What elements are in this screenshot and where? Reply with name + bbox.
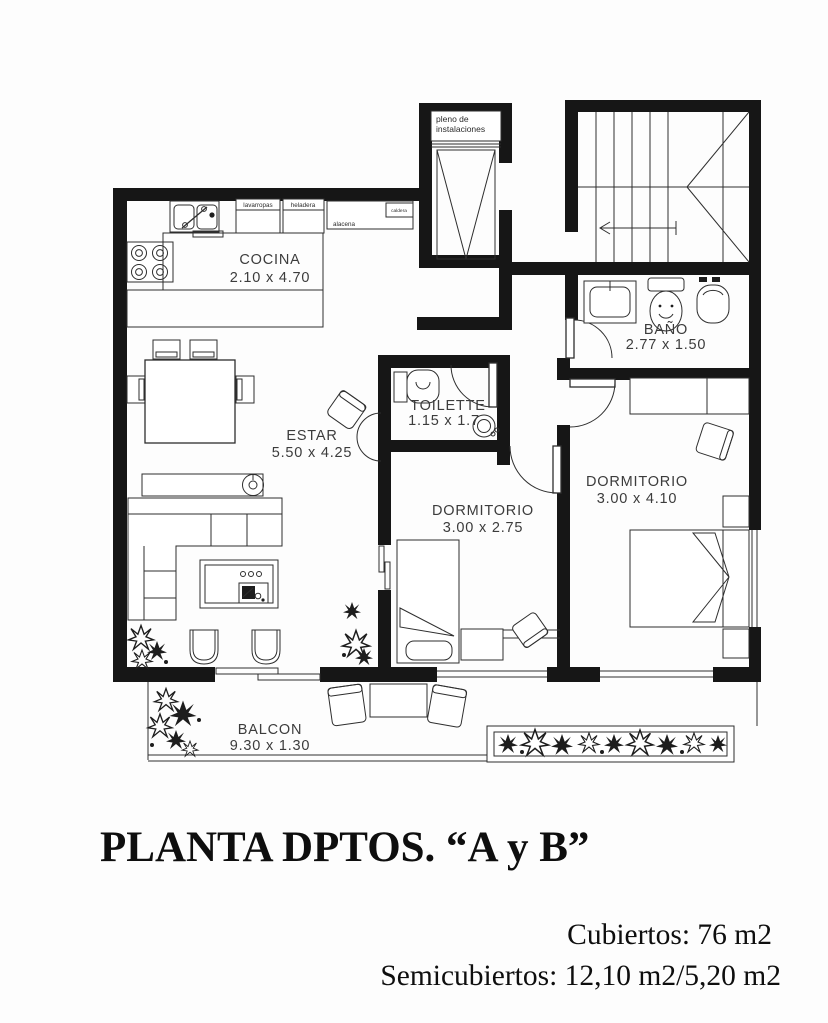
room-label-dormitorio-small: DORMITORIO [432, 503, 534, 519]
balcony-chair-icon [328, 684, 367, 726]
dining-table-icon [127, 340, 254, 443]
pleno-label-line1: pleno de [436, 114, 469, 124]
bedroom-main [630, 378, 749, 658]
living-room [127, 340, 381, 669]
kitchen-sink-icon [170, 201, 223, 237]
wardrobe-icon [630, 378, 749, 414]
balcony-table-icon [370, 684, 427, 717]
sliding-door-estar [215, 667, 320, 682]
plan-title: PLANTA DPTOS. “A y B” [100, 824, 590, 871]
console-shelf-icon [142, 474, 264, 496]
room-dims-estar: 5.50 x 4.25 [271, 445, 353, 461]
heladera-label: heladera [290, 202, 316, 209]
semicovered-area-text: Semicubiertos: 12,10 m2/5,20 m2 [380, 960, 781, 992]
chair-icon [252, 630, 280, 664]
double-bed-icon [630, 530, 749, 627]
kitchen-island [127, 290, 323, 327]
door-bedroom-main [570, 379, 615, 427]
window-right-wall [749, 530, 761, 627]
room-dims-toilette: 1.15 x 1.7 [408, 413, 480, 429]
elevator-shaft [431, 111, 501, 259]
sliding-door-bedroom-small [378, 545, 391, 590]
stair-direction-arrow [600, 221, 676, 235]
stove-icon [127, 242, 173, 282]
room-dims-bano: 2.77 x 1.50 [625, 337, 707, 353]
nightstand-icon [723, 496, 749, 527]
boiler-icon [386, 203, 413, 217]
room-label-bano: BAÑO [643, 322, 689, 338]
lavarropas-label: lavarropas [243, 202, 273, 209]
room-label-cocina: COCINA [239, 252, 301, 268]
room-dims-dormitorio-big: 3.00 x 4.10 [596, 491, 678, 507]
coffee-table-icon [200, 560, 278, 608]
nightstand-icon [723, 629, 749, 658]
window-bedroom-small [437, 667, 547, 682]
plant-icon [342, 602, 373, 665]
bedroom-chair-icon [695, 422, 734, 461]
door-bedroom-small [510, 446, 561, 493]
balcony-chair-icon [427, 684, 467, 727]
washing-machine-icon [236, 199, 280, 233]
planter-box-icon [487, 726, 734, 762]
covered-area-text: Cubiertos: 76 m2 [567, 919, 772, 951]
room-dims-balcon: 9.30 x 1.30 [229, 738, 311, 754]
vanity-icon [584, 281, 636, 323]
bedroom-small [397, 540, 560, 663]
desk-chair-icon [511, 611, 549, 648]
pleno-label-line2: instalaciones [436, 124, 486, 134]
room-label-dormitorio-big: DORMITORIO [586, 474, 688, 490]
plant-icon [129, 626, 169, 670]
alacena-label: alacena [333, 221, 356, 228]
door-bathroom [566, 318, 612, 358]
side-table-icon [357, 413, 381, 461]
room-dims-dormitorio-small: 3.00 x 2.75 [442, 520, 524, 536]
balcony-plant-icon [148, 689, 201, 757]
staircase [578, 112, 749, 262]
chair-icon [190, 630, 218, 664]
bidet-icon [697, 277, 729, 323]
desk-icon [461, 629, 503, 660]
caldera-label: caldera [391, 209, 407, 214]
caption [100, 824, 781, 992]
fridge-icon [283, 199, 324, 233]
bedside-rug-icon [406, 641, 452, 660]
room-dims-cocina: 2.10 x 4.70 [229, 270, 311, 286]
window-bedroom-main [600, 667, 713, 682]
room-label-toilette: TOILETTE [410, 398, 486, 414]
room-label-balcon: BALCON [237, 722, 303, 738]
room-label-estar: ESTAR [286, 428, 338, 444]
